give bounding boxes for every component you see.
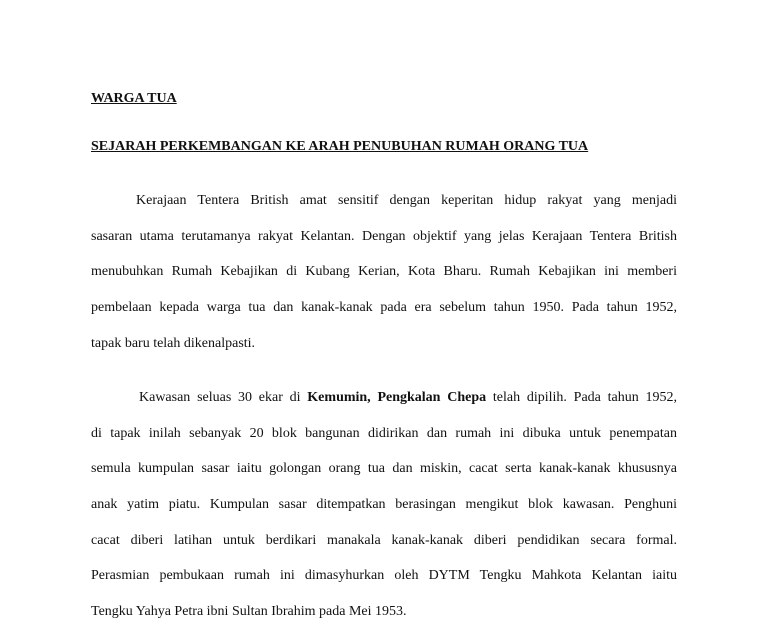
paragraph-2-line-4: anak yatim piatu. Kumpulan sasar ditempatkan berasingan mengikut blok kawasan. Penghuni — [91, 497, 677, 512]
document-subtitle: SEJARAH PERKEMBANGAN KE ARAH PENUBUHAN RUMAH ORANG TUA — [91, 139, 589, 154]
paragraph-2-line-1-after: telah dipilih. Pada tahun 1952, — [492, 390, 677, 405]
paragraph-1-line-1: Kerajaan Tentera British amat sensitif dengan keperitan hidup rakyat yang menjadi — [136, 193, 677, 208]
paragraph-2-line-2: di tapak inilah sebanyak 20 blok bangunan didirikan dan rumah ini dibuka untuk penempatan — [91, 426, 677, 441]
paragraph-2-line-3: semula kumpulan sasar iaitu golongan orang tua dan miskin, cacat serta kanak-kanak khususnya — [91, 461, 677, 476]
paragraph-1-line-2: sasaran utama terutamanya rakyat Kelantan. Dengan objektif yang jelas Kerajaan Tentera British — [91, 229, 677, 244]
paragraph-1-line-3: menubuhkan Rumah Kebajikan di Kubang Kerian, Kota Bharu. Rumah Kebajikan ini memberi — [91, 264, 677, 279]
document-title: WARGA TUA — [91, 91, 177, 106]
paragraph-1-line-4: pembelaan kepada warga tua dan kanak-kanak pada era sebelum tahun 1950. Pada tahun 1952, — [91, 300, 677, 315]
paragraph-2-line-5: cacat diberi latihan untuk berdikari manakala kanak-kanak diberi pendidikan secara formal. — [91, 533, 677, 548]
paragraph-2-line-1 — [139, 390, 677, 406]
paragraph-2-line-6: Perasmian pembukaan rumah ini dimasyhurkan oleh DYTM Tengku Mahkota Kelantan iaitu — [91, 568, 677, 583]
paragraph-2-line-7: Tengku Yahya Petra ibni Sultan Ibrahim pada Mei 1953. — [91, 604, 407, 619]
paragraph-1-line-5: tapak baru telah dikenalpasti. — [91, 336, 256, 351]
paragraph-2-line-1-before: Kawasan seluas 30 ekar di — [139, 390, 301, 405]
location-name: Kemumin, Pengkalan Chepa — [307, 390, 487, 405]
